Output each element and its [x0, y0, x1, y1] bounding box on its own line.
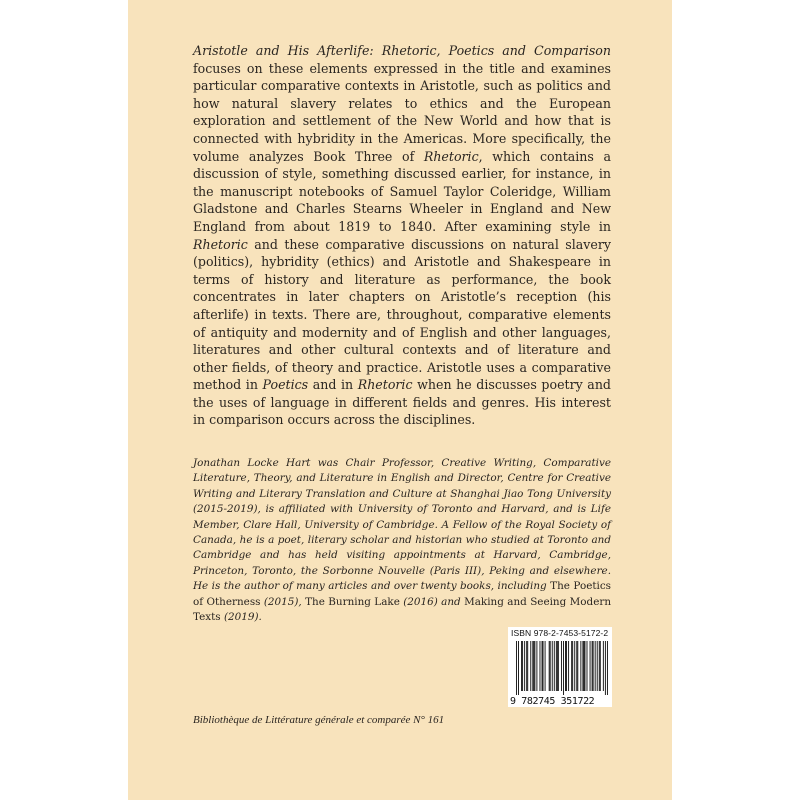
barcode-bar: [549, 641, 550, 691]
barcode-bar: [536, 641, 537, 691]
blurb-poetics: Poetics: [262, 377, 309, 393]
isbn-label: ISBN 978-2-7453-5172-2: [511, 628, 609, 638]
bio-text: Jonathan Locke Hart was Chair Professor, Creative Writing, Comparative Literature, Theory, and Literature in English and Director, Centre for Creative Writing and Literary Translation and Culture at Shanghai Jiao Tong University (2015-2019), is affiliated with University of Toronto and Harvard, and is Life Member, Clare Hall, University of Cambridge. A Fellow of the Royal Society of Canada, he is a poet, literary scholar and historian who studied at Toronto and Cambridge and has held visiting appointments at Harvard, Cambridge, Princeton, Toronto, the Sorbonne Nouvelle (Paris III), Peking and elsewhere. He is the author of many articles and over twenty books, including: [193, 457, 611, 593]
barcode-bar: [595, 641, 596, 691]
barcode-bar: [543, 641, 544, 691]
barcode-bar: [568, 641, 569, 691]
barcode-bar: [563, 641, 564, 695]
barcode-bar: [582, 641, 583, 691]
barcode-bar: [554, 641, 555, 691]
barcode-image: [516, 641, 608, 695]
barcode-bar: [600, 641, 601, 691]
barcode-bar: [607, 641, 608, 695]
barcode-bar: [572, 641, 573, 691]
barcode-bar: [550, 641, 551, 691]
barcode-bar: [516, 641, 517, 695]
blurb-rhetoric: Rhetoric: [193, 236, 248, 252]
barcode-bar: [565, 641, 566, 691]
barcode-bar: [592, 641, 593, 691]
author-bio: [193, 456, 611, 625]
blurb-text: and in: [308, 377, 358, 393]
barcode-bar: [558, 641, 559, 691]
barcode-bar: [557, 641, 558, 691]
barcode-bar: [556, 641, 557, 691]
bio-year: (2016) and: [399, 595, 465, 608]
barcode-bar: [542, 641, 543, 691]
barcode-bar: [576, 641, 577, 691]
barcode-bar: [566, 641, 567, 691]
bio-year: (2015),: [260, 595, 306, 608]
barcode-bar: [527, 641, 528, 691]
barcode-bar: [584, 641, 585, 691]
barcode-bar: [534, 641, 535, 691]
barcode-bar: [561, 641, 562, 691]
barcode-bar: [583, 641, 584, 691]
barcode-bar: [530, 641, 531, 691]
barcode-bar: [552, 641, 553, 691]
barcode-bar: [587, 641, 588, 691]
bio-book-title: The Poetics of Otherness: [193, 580, 611, 608]
barcode-bar: [521, 641, 522, 691]
barcode-bar: [593, 641, 594, 691]
barcode-bar: [540, 641, 541, 691]
barcode-bar: [571, 641, 572, 691]
barcode-bar: [533, 641, 534, 691]
barcode-bar: [532, 641, 533, 691]
blurb-rhetoric: Rhetoric: [423, 148, 479, 164]
blurb-text: and these comparative discussions on natural slavery (politics), hybridity (ethics) and Aristotle and Shakespeare in terms of history and literature as performance, the book concentrates in later chapters on Aristotle’s reception (his afterlife) in texts. There are, throughout, comparative elements of antiquity and modernity and of English and other languages, literatures and other cultural contexts and of literature and other fields, of theory and practice. Aristotle uses a comparative method in: [193, 236, 611, 393]
book-title: Aristotle and His Afterlife: Rhetoric, Poetics and Comparison: [193, 43, 611, 58]
barcode-bar: [526, 641, 527, 691]
barcode-bar: [577, 641, 578, 691]
barcode-bar: [597, 641, 598, 691]
barcode-bar: [545, 641, 546, 691]
book-blurb: [193, 42, 611, 429]
blurb-text: , which contains a discussion of style, something discussed earlier, for instance, in the manuscript notebooks of Samuel Taylor Coleridge, William Gladstone and Charles Stearns Wheeler in England and New England from about 1819 to 1840. After examining style in: [193, 148, 611, 234]
barcode-bar: [522, 641, 523, 691]
barcode-bar: [599, 641, 600, 691]
barcode-bar: [524, 641, 525, 691]
series-label: Bibliothèque de Littérature générale et comparée N° 161: [193, 714, 445, 726]
isbn-digits: 9 782745 351722: [510, 696, 595, 707]
barcode-bar: [603, 641, 604, 691]
bio-year: (2019).: [220, 611, 262, 624]
barcode-bar: [518, 641, 519, 695]
barcode-bar: [605, 641, 606, 695]
blurb-text: when he discusses poetry and the uses of language in different fields and genres. His interest in comparison occurs across the disciplines.: [193, 377, 611, 428]
bio-book-title: The Burning Lake: [305, 595, 400, 608]
bio-book-title: Making and Seeing Modern Texts: [193, 595, 612, 624]
barcode-bar: [590, 641, 591, 691]
blurb-rhetoric: Rhetoric: [357, 377, 413, 393]
blurb-text: focuses on these elements expressed in the title and examines particular comparative contexts in Aristotle, such as politics and how natural slavery relates to ethics and the European exploration and settlement of the New World and how that is connected with hybridity in the Americas. More specifically, the volume analyzes Book Three of: [193, 60, 611, 164]
barcode-bar: [574, 641, 575, 691]
barcode-bar: [580, 641, 581, 691]
